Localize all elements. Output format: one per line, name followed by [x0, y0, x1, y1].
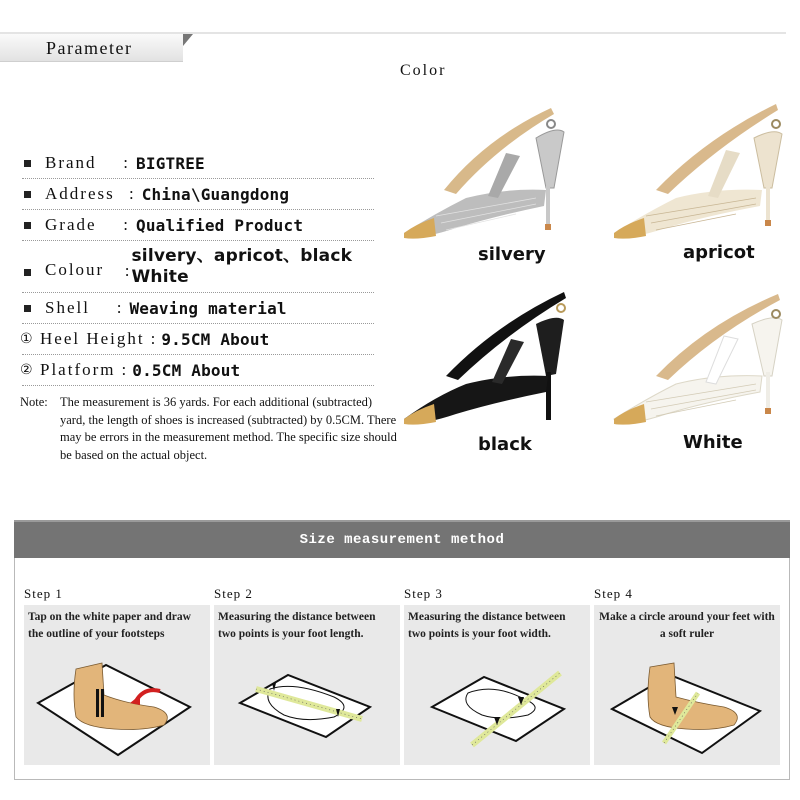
param-colon: : [123, 215, 129, 234]
size-method-header: Size measurement method [14, 520, 790, 558]
measurement-note [20, 394, 400, 464]
param-label: Heel Height [40, 329, 145, 348]
step-text: Make a circle around your feet with a soft ruler [599, 611, 775, 640]
param-value: silvery、apricot、black [131, 245, 353, 266]
param-row-heel-height [22, 324, 374, 355]
shoe-label-black: black [478, 434, 532, 455]
param-colon: : [116, 298, 122, 317]
circled-one-icon: ① [20, 331, 33, 347]
step-text: Tap on the white paper and draw the outline of your footsteps [28, 611, 191, 640]
bullet-icon [24, 305, 31, 312]
circled-two-icon: ② [20, 362, 33, 378]
step-text: Measuring the distance between two points is your foot width. [408, 611, 566, 640]
step-title: Step 1 [24, 586, 63, 601]
note-text: The measurement is 36 yards. For each additional (subtracted) yard, the length of shoes is increased (subtracted) by 0.5CM. There may be errors in the measurement method. The specific size should be based on the actual object. [60, 395, 397, 462]
param-row-address [22, 179, 374, 210]
param-colon: : [150, 329, 156, 348]
bullet-icon [24, 222, 31, 229]
param-colon: : [124, 260, 130, 280]
step-4 [594, 586, 780, 765]
step-card [24, 605, 210, 765]
step-card [404, 605, 590, 765]
bullet-icon [24, 160, 31, 167]
soft-ruler-illustration [594, 645, 780, 765]
step-text: Measuring the distance between two points is your foot length. [218, 611, 376, 640]
step-2 [214, 586, 400, 765]
param-label: Address [45, 184, 121, 203]
step-title: Step 2 [214, 586, 253, 601]
param-row-platform [22, 355, 374, 386]
color-section-title: Color [400, 62, 447, 79]
param-value: BIGTREE [136, 153, 205, 173]
note-label: Note: [20, 395, 48, 409]
step-3 [404, 586, 590, 765]
parameter-list [22, 148, 374, 386]
param-row-shell [22, 293, 374, 324]
shoe-label-white: White [683, 432, 743, 453]
shoe-label-apricot: apricot [683, 242, 755, 263]
param-label: Colour [45, 259, 117, 279]
param-value: 9.5CM About [161, 329, 270, 349]
parameter-tab [0, 34, 183, 62]
foot-length-illustration [214, 645, 400, 765]
shoe-image-black [396, 284, 586, 434]
parameter-tab-label: Parameter [46, 38, 133, 58]
step-title: Step 3 [404, 586, 443, 601]
step-1 [24, 586, 210, 765]
foot-outline-illustration [24, 645, 210, 765]
tab-fold-icon [183, 34, 193, 46]
bullet-icon [24, 269, 31, 276]
step-card [214, 605, 400, 765]
param-value: White [131, 266, 189, 287]
param-row-brand [22, 148, 374, 179]
shoe-image-apricot [606, 98, 796, 248]
param-value: Qualified Product [136, 215, 304, 235]
colour-values [131, 246, 352, 288]
shoe-image-silvery [396, 98, 586, 248]
param-value: China\Guangdong [141, 184, 290, 204]
param-label: Platform [40, 360, 116, 379]
param-label: Shell [45, 298, 109, 317]
shoe-label-silvery: silvery [478, 244, 546, 265]
param-value: Weaving material [129, 298, 287, 318]
param-colon: : [121, 360, 127, 379]
param-label: Brand [45, 153, 116, 172]
bullet-icon [24, 191, 31, 198]
param-colon: : [128, 184, 134, 203]
param-colon: : [123, 153, 129, 172]
param-row-grade [22, 210, 374, 241]
param-value: 0.5CM About [132, 360, 241, 380]
step-card [594, 605, 780, 765]
param-label: Grade [45, 215, 116, 234]
shoe-image-white [606, 284, 796, 434]
param-row-colour [22, 241, 374, 293]
step-title: Step 4 [594, 586, 633, 601]
foot-width-illustration [404, 645, 590, 765]
